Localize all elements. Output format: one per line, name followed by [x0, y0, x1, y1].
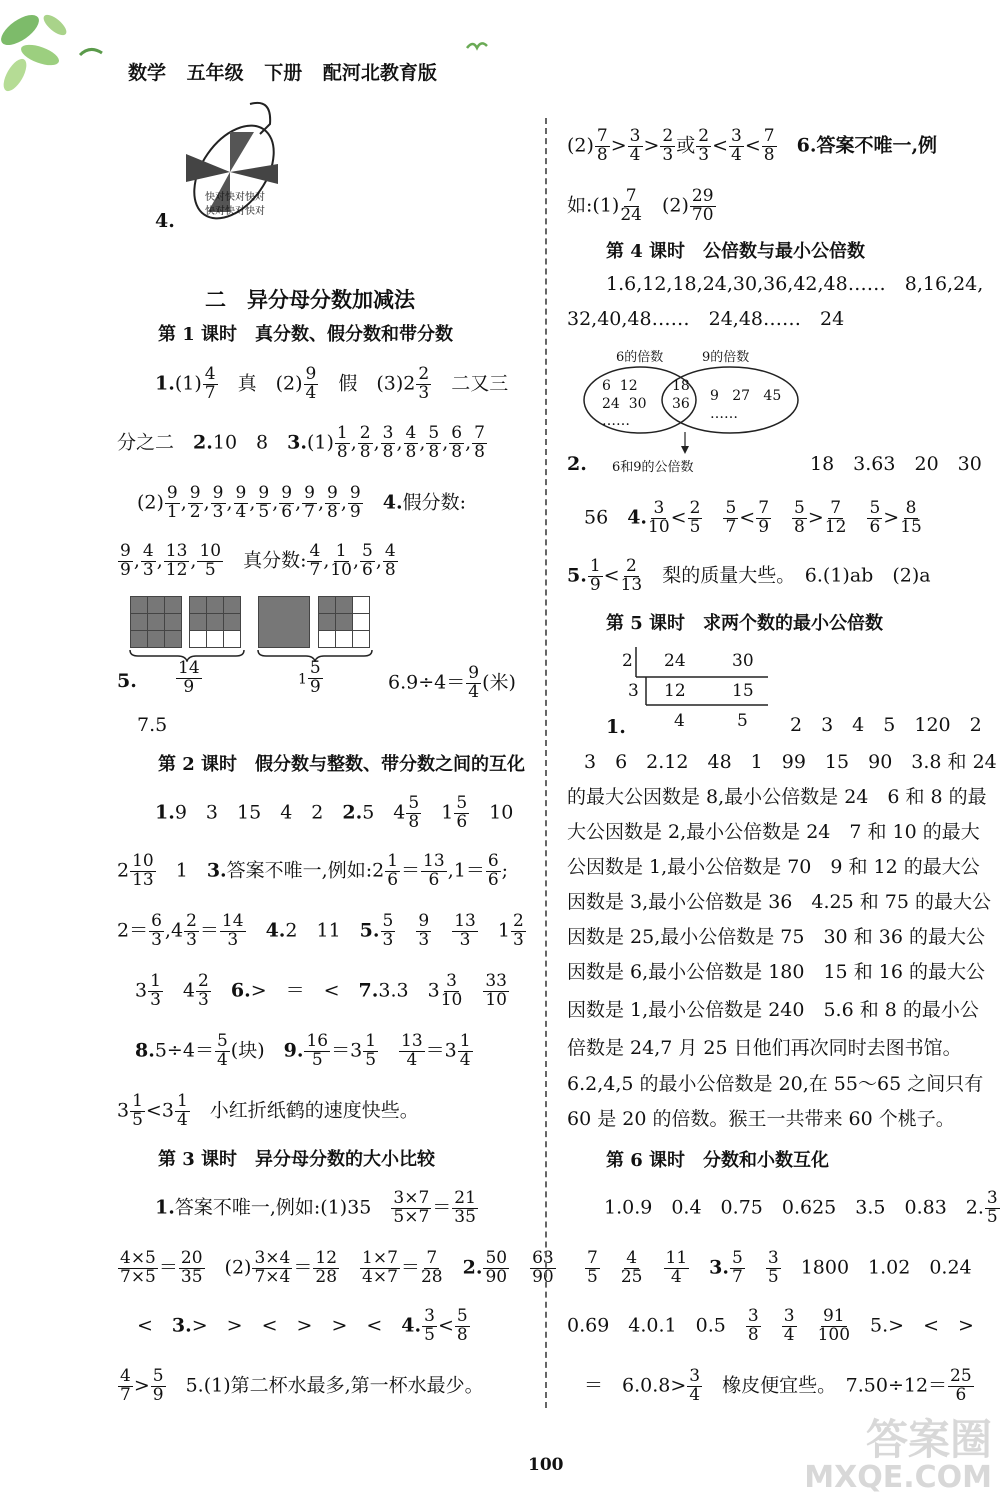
lesson2-line-4: 3 $\frac{1}{3}$ 4 $\frac{2}{3}$ 6.> ＝ < 7.3.3 3 $\frac{3}{10}$ $\frac{33}{10}$ [135, 971, 507, 1010]
lesson4-q2-tail: 18 3.63 20 30 [810, 453, 982, 475]
lesson-6-title: 第 6 课时 分数和小数互化 [606, 1150, 830, 1171]
bird-icon [465, 38, 489, 54]
lesson1-q6-unit: (米) [482, 671, 516, 694]
right-line-2: 如:(1) $\frac{7}{24}$ (2) $\frac{29}{70}$ [567, 186, 714, 225]
page-number: 100 [528, 1455, 564, 1475]
venn-right-values: 9 27 45 …… [710, 388, 782, 422]
lesson1-q7: 7.5 [137, 714, 168, 736]
lesson6-line-2: $\frac{7}{5}$ $\frac{4}{25}$ $\frac{11}{4}$ 3. $\frac{5}{7}$ $\frac{3}{5}$ 1800 1.02 0.24 [587, 1248, 972, 1287]
lesson1-q6-text: 6.9÷4＝ [388, 671, 466, 694]
venn-left-values: 6 12 24 30 …… [602, 378, 647, 429]
lesson1-q6-den: 4 [468, 681, 480, 702]
lesson1-q6 [388, 665, 516, 702]
question-4-label: 4. [155, 210, 175, 232]
lesson5-line-2: 大公因数是 2,最小公倍数是 24 7 和 10 的最大 [567, 821, 980, 843]
lesson-3-title: 第 3 课时 异分母分数的大小比较 [158, 1149, 436, 1170]
div-row3-a: 4 [674, 711, 685, 731]
lesson1-line-3: (2) $\frac{9}{1}$ , $\frac{9}{2}$ , $\frac{9}{3}$ , $\frac{9}{4}$ , $\frac{9}{5}$ , $\frac{9}{6}$ , $\frac{9}{7}$ , $\frac{9}{8}$ , $\frac{9}{9}$ 4.假分数: [137, 483, 467, 522]
book-header [128, 58, 437, 85]
lesson5-q1-tail: 2 3 4 5 120 2 [790, 714, 982, 736]
lesson5-line-1: 的最大公因数是 8,最小公倍数是 24 6 和 8 的最 [567, 786, 987, 808]
right-example: 如:(1) [567, 194, 620, 217]
lesson2-line-6: 3 $\frac{1}{5}$ <3 $\frac{1}{4}$ 小红折纸鹤的速度快些。 [117, 1091, 419, 1130]
lesson3-line-2: $\frac{4\times 5}{7\times 5}$ ＝ $\frac{20}{35}$ (2) $\frac{3\times 4}{7\times 4}$ ＝ $\frac{12}{28}$ $\frac{1\times 7}{4\times 7}$ ＝ $\frac{7}{28}$ 2. $\frac{50}{90}$ $\frac{63}{90}$ [120, 1248, 554, 1287]
lesson5-line-0: 3 6 2.12 48 1 99 15 90 3.8 和 24 [584, 751, 997, 773]
division-lines [618, 645, 778, 730]
brace-1-num: 14 [178, 658, 200, 678]
lesson6-q1: 1.0.9 0.4 0.75 0.625 3.5 0.83 2. [604, 1196, 984, 1219]
lesson6-line-1: 1.0.9 0.4 0.75 0.625 3.5 0.83 2. $\frac{3}{5}$ [604, 1188, 998, 1227]
divisor-1: 2 [622, 651, 633, 671]
lesson1-q5: 5. [117, 670, 137, 692]
venn-diagram [580, 342, 800, 467]
lesson5-line-10: 60 是 20 的倍数。猴王一共带来 60 个桃子。 [567, 1108, 955, 1130]
brace-1-den: 9 [183, 676, 195, 697]
venn-center-values: 18 36 [672, 378, 690, 412]
brace-2-whole: 1 [298, 671, 307, 688]
right-p2: (2) [661, 194, 689, 217]
grid-partial-2 [318, 596, 370, 648]
figure-text-1: 快对快对快对 [205, 192, 265, 203]
lesson5-line-4: 因数是 3,最小公倍数是 36 4.25 和 75 的最大公 [567, 891, 991, 913]
venn-left-label: 6的倍数 [616, 350, 664, 365]
lesson1-line-1: 1.(1) $\frac{4}{7}$ 真 (2) $\frac{9}{4}$ 假 (3)2 $\frac{2}{3}$ 二又三 [155, 364, 509, 403]
lesson3-line-1: 1.答案不唯一,例如:(1)35 $\frac{3\times 7}{5\times 7}$ ＝ $\frac{21}{35}$ [155, 1188, 476, 1227]
brace-1-label [175, 660, 203, 697]
lesson-1-title: 第 1 课时 真分数、假分数和带分数 [158, 324, 454, 345]
lesson3-line-4: $\frac{4}{7}$ > $\frac{5}{9}$ 5.(1)第二杯水最多,第一杯水最少。 [120, 1366, 484, 1405]
div-row3-b: 5 [737, 711, 748, 731]
lesson6-q4: 0.69 4.0.1 0.5 [567, 1314, 726, 1337]
lesson6-q6-tail: 橡皮便宜些。 [722, 1374, 827, 1397]
lesson6-line-4: ＝ 6.0.8> $\frac{3}{4}$ 橡皮便宜些。 7.50÷12＝ $\frac{25}{6}$ [584, 1366, 972, 1405]
unit-title: 二 异分母分数加减法 [205, 287, 415, 312]
lesson2-line-5: 8.5÷4＝ $\frac{5}{4}$ (块) 9. $\frac{16}{5}$ ＝3 $\frac{1}{5}$ $\frac{13}{4}$ ＝3 $\frac{1}{4}$ [135, 1031, 471, 1070]
lesson2-line-3: 2＝ $\frac{6}{3}$ ,4 $\frac{2}{3}$ ＝ $\frac{14}{3}$ 4.2 11 5. $\frac{5}{3}$ $\frac{9}{3}$ $\frac{13}{3}$ 1 $\frac{2}{3}$ [117, 911, 524, 950]
header-subject: 数学 [128, 62, 167, 84]
lesson5-line-6: 因数是 6,最小公倍数是 180 15 和 16 的最大公 [567, 961, 985, 983]
brace-2-num: 5 [309, 658, 321, 678]
divisor-2: 3 [628, 681, 639, 701]
lesson-2-title: 第 2 课时 假分数与整数、带分数之间的互化 [158, 754, 526, 775]
brace-2-den: 9 [309, 676, 321, 697]
column-divider [545, 118, 547, 1408]
venn-right-label: 9的倍数 [702, 350, 750, 365]
grid-partial-1 [189, 596, 241, 648]
div-row2-b: 15 [732, 681, 754, 701]
grid-full-2 [258, 596, 310, 648]
short-division [618, 645, 778, 730]
lesson4-q6: 6.(1)ab (2)a [804, 564, 931, 587]
watermark-url: MXQE.COM [804, 1460, 992, 1495]
lesson5-line-3: 公因数是 1,最小公倍数是 70 9 和 12 的最大公 [567, 856, 980, 878]
lesson1-q6-num: 9 [468, 663, 480, 683]
div-row1-a: 24 [664, 651, 686, 671]
lesson5-line-9: 6.2,4,5 的最小公倍数是 20,在 55～65 之间只有 [567, 1073, 984, 1095]
right-q6: 6.答案不唯一,例 [796, 134, 938, 157]
grid-full-1 [130, 596, 182, 648]
leaf-decoration [0, 0, 120, 110]
lesson3-q5: 5.(1)第二杯水最多,第一杯水最少。 [185, 1374, 484, 1397]
div-row1-b: 30 [732, 651, 754, 671]
lesson4-line-q5: 5. $\frac{1}{9}$ < $\frac{2}{13}$ 梨的质量大些。 6.(1)ab (2)a [567, 556, 931, 595]
header-grade: 五年级 [186, 62, 244, 84]
header-edition: 配河北教育版 [322, 62, 437, 84]
lesson5-line-7: 因数是 1,最小公倍数是 240 5.6 和 8 的最小公 [567, 999, 979, 1021]
watermark [804, 1415, 992, 1495]
header-volume: 下册 [264, 62, 303, 84]
lesson4-line-q4: 56 4. $\frac{3}{10}$ < $\frac{2}{5}$ $\frac{5}{7}$ < $\frac{7}{9}$ $\frac{5}{8}$ > $\frac{7}{12}$ $\frac{5}{6}$ > $\frac{8}{15}$ [584, 498, 922, 537]
lesson1-line-4: $\frac{9}{9}$ , $\frac{4}{3}$ , $\frac{13}{12}$ , $\frac{10}{5}$ 真分数: $\frac{4}{7}$ , $\frac{1}{10}$ , $\frac{5}{6}$ , $\frac{4}{8}$ [120, 541, 396, 580]
brace-2-label [298, 660, 324, 697]
lesson6-q5: 5.> < > [870, 1314, 974, 1337]
venn-common-label: 6和9的公倍数 [612, 460, 694, 475]
lesson5-q1: 1. [606, 716, 626, 738]
lesson4-q5-conclusion: 梨的质量大些。 [662, 564, 786, 587]
lesson3-line-3: < 3.> > < > > < 4. $\frac{3}{5}$ < $\frac{5}{8}$ [137, 1306, 468, 1345]
lesson2-line-2: 2 $\frac{10}{13}$ 1 3.答案不唯一,例如:2 $\frac{1}{6}$ ＝ $\frac{13}{6}$ ,1＝ $\frac{6}{6}$ ; [117, 851, 509, 890]
lesson6-line-3: 0.69 4.0.1 0.5 $\frac{3}{8}$ $\frac{3}{4}$ $\frac{91}{100}$ 5.> < > [567, 1306, 974, 1345]
lesson5-line-5: 因数是 25,最小公倍数是 75 30 和 36 的最大公 [567, 926, 985, 948]
lesson6-q6: ＝ 6.0.8> [584, 1374, 687, 1397]
lesson-4-title: 第 4 课时 公倍数与最小公倍数 [606, 241, 866, 262]
lesson4-q2: 2. [567, 453, 587, 475]
figure-text-2: 快对快对快对 [205, 206, 265, 217]
lesson4-q1b: 32,40,48…… 24,48…… 24 [567, 308, 845, 330]
watermark-logo: 答案圈 [865, 1415, 992, 1464]
lesson2-line-1: 1.9 3 15 4 2 2.5 4 $\frac{5}{8}$ 1 $\frac{5}{6}$ 10 [155, 793, 514, 832]
lesson6-q7: 7.50÷12＝ [845, 1374, 948, 1397]
lesson1-line-2: 分之二 2.10 8 3.(1) $\frac{1}{8}$ , $\frac{2}{8}$ , $\frac{3}{8}$ , $\frac{4}{8}$ , $\frac{5}{8}$ , $\frac{6}{8}$ , $\frac{7}{8}$ [117, 423, 485, 462]
lesson-5-title: 第 5 课时 求两个数的最小公倍数 [606, 613, 884, 634]
lesson6-q3-tail: 1800 1.02 0.24 [800, 1256, 972, 1279]
lesson4-q1a: 1.6,12,18,24,30,36,42,48…… 8,16,24, [606, 273, 984, 295]
div-row2-a: 12 [664, 681, 686, 701]
right-line-1: (2) $\frac{7}{8}$ > $\frac{3}{4}$ > $\frac{2}{3}$ 或 $\frac{2}{3}$ < $\frac{3}{4}$ < $\frac{7}{8}$ 6.答案不唯一,例 [567, 126, 938, 165]
lesson2-q9-conclusion: 小红折纸鹤的速度快些。 [209, 1099, 419, 1122]
lesson5-line-8: 倍数是 24,7 月 25 日他们再次同时去图书馆。 [567, 1037, 962, 1059]
